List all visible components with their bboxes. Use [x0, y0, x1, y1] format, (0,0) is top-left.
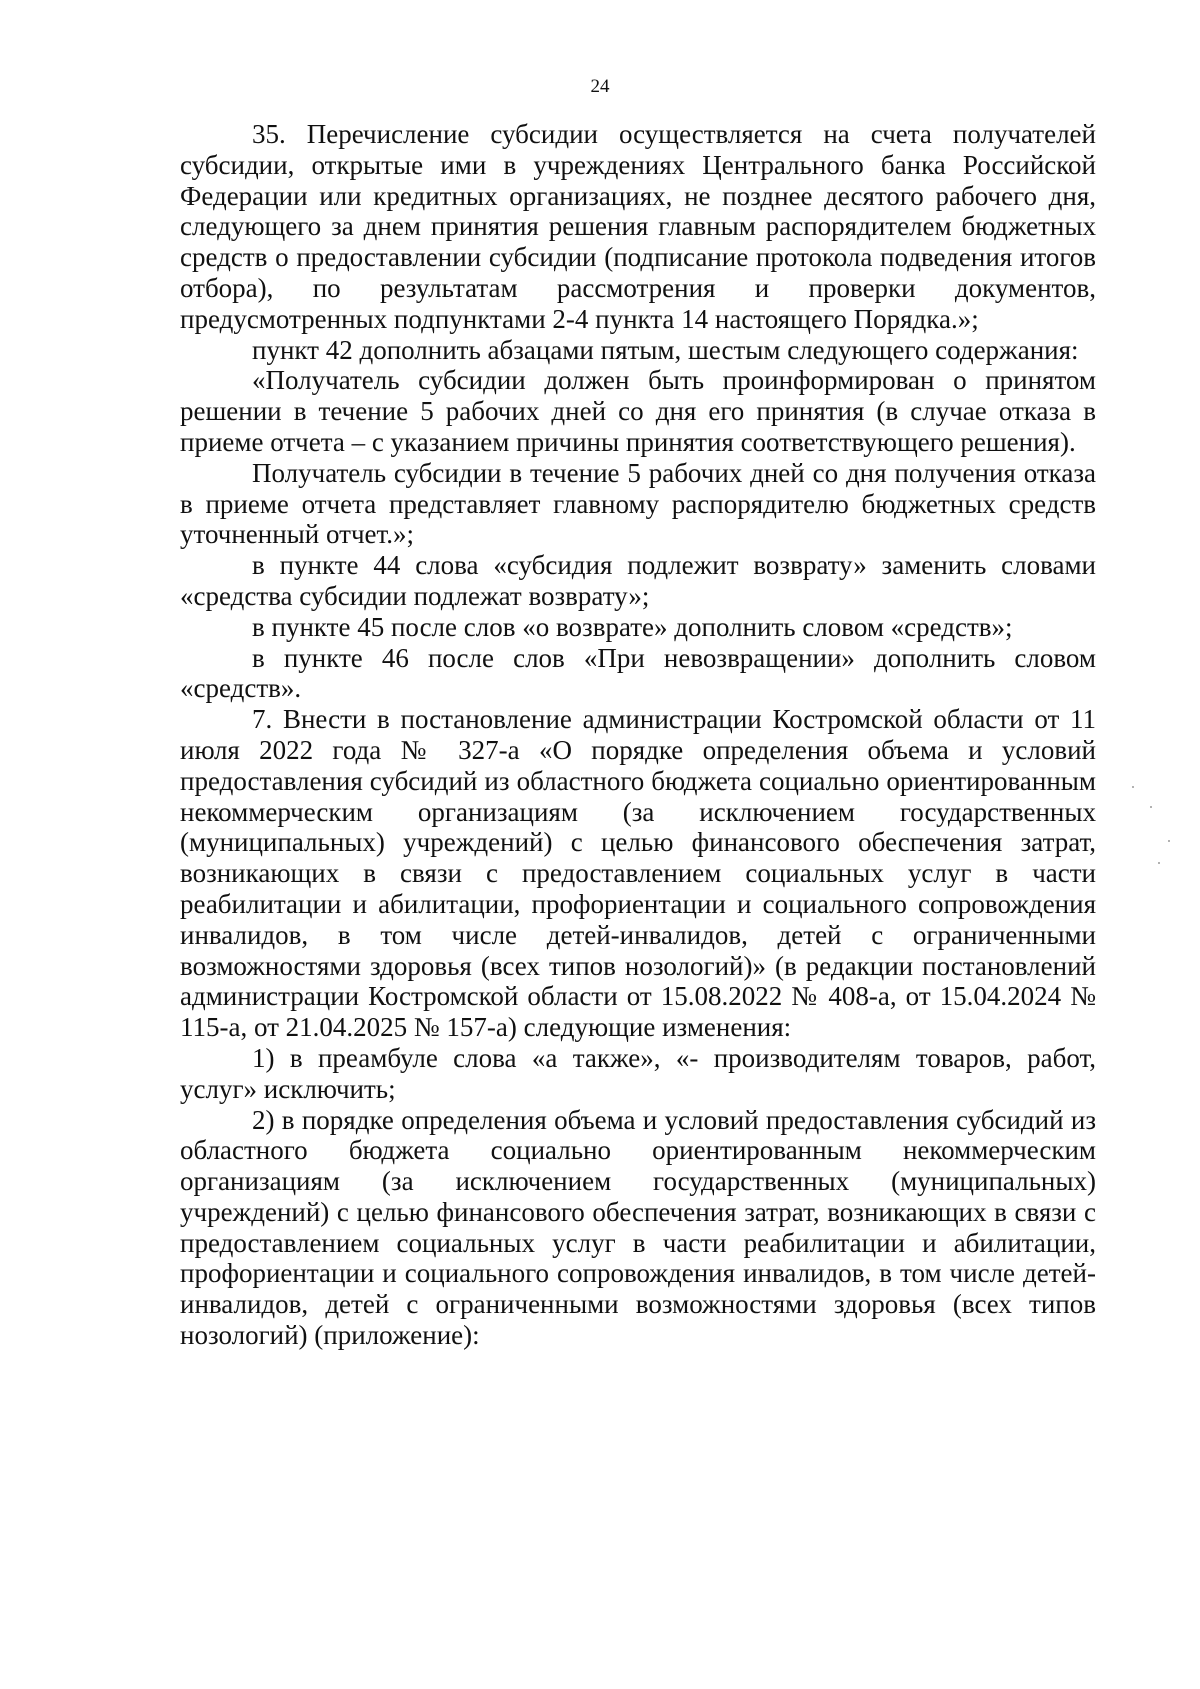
paragraph-point-42-abzac-6: Получатель субсидии в течение 5 рабочих дней со дня получения отказа в приеме отчета представляет главному распорядителю бюджетных средств уточненный отчет.»;	[180, 457, 1096, 550]
scan-speck	[1158, 862, 1160, 864]
paragraph-point-44: в пункте 44 слова «субсидия подлежит возврату» заменить словами «средства субсидии подлежат возврату»;	[180, 550, 1096, 611]
document-body	[180, 119, 1096, 1351]
paragraph-point-45: в пункте 45 после слов «о возврате» дополнить словом «средств»;	[252, 611, 1013, 642]
paragraph-subitem-2: 2) в порядке определения объема и условий предоставления субсидий из областного бюджета социально ориентированным некоммерческим организациям (за исключением государственных (муниципальных) учреждений) с целью финансового обеспечения затрат, возникающих в связи с предоставлением социальных услуг в части реабилитации и абилитации, профориентации и социального сопровождения инвалидов, в том числе детей-инвалидов, детей с ограниченными возможностями здоровья (всех типов нозологий) (приложение):	[180, 1104, 1096, 1351]
scan-speck	[1168, 840, 1170, 842]
page-number: 24	[590, 76, 610, 97]
scan-speck	[1150, 806, 1152, 808]
paragraph-point-42-intro: пункт 42 дополнить абзацами пятым, шестым следующего содержания:	[252, 334, 1079, 365]
paragraph-subitem-1: 1) в преамбуле слова «а также», «- производителям товаров, работ, услуг» исключить;	[180, 1042, 1096, 1104]
paragraph-point-46: в пункте 46 после слов «При невозвращении» дополнить словом «средств».	[180, 642, 1096, 704]
paragraph-35-subsidy-transfer: 35. Перечисление субсидии осуществляется на счета получателей субсидии, открытые ими в учреждениях Центрального банка Российской Федерации или кредитных организациях, не позднее десятого рабочего дня, следующего за днем принятия решения главным распорядителем бюджетных средств о предоставлении субсидии (подписание протокола подведения итогов отбора), по результатам рассмотрения и проверки документов, предусмотренных подпунктами 2-4 пункта 14 настоящего Порядка.»;	[180, 119, 1096, 334]
paragraph-item-7: 7. Внести в постановление администрации Костромской области от 11 июля 2022 года № 327-а «О порядке определения объема и условий предоставления субсидий из областного бюджета социально ориентированным некоммерческим организациям (за исключением государственных (муниципальных) учреждений) с целью финансового обеспечения затрат, возникающих в связи с предоставлением социальных услуг в части реабилитации и абилитации, профориентации и социального сопровождения инвалидов, в том числе детей-инвалидов, детей с ограниченными возможностями здоровья (всех типов нозологий)» (в редакции постановлений администрации Костромской области от 15.08.2022 № 408-а, от 15.04.2024 № 115-а, от 21.04.2025 № 157-а) следующие изменения:	[180, 704, 1096, 1043]
paragraph-point-42-abzac-5: «Получатель субсидии должен быть проинформирован о принятом решении в течение 5 рабочих дней со дня его принятия (в случае отказа в приеме отчета – с указанием причины принятия соответствующего решения).	[180, 365, 1096, 457]
scan-speck	[1132, 786, 1134, 788]
